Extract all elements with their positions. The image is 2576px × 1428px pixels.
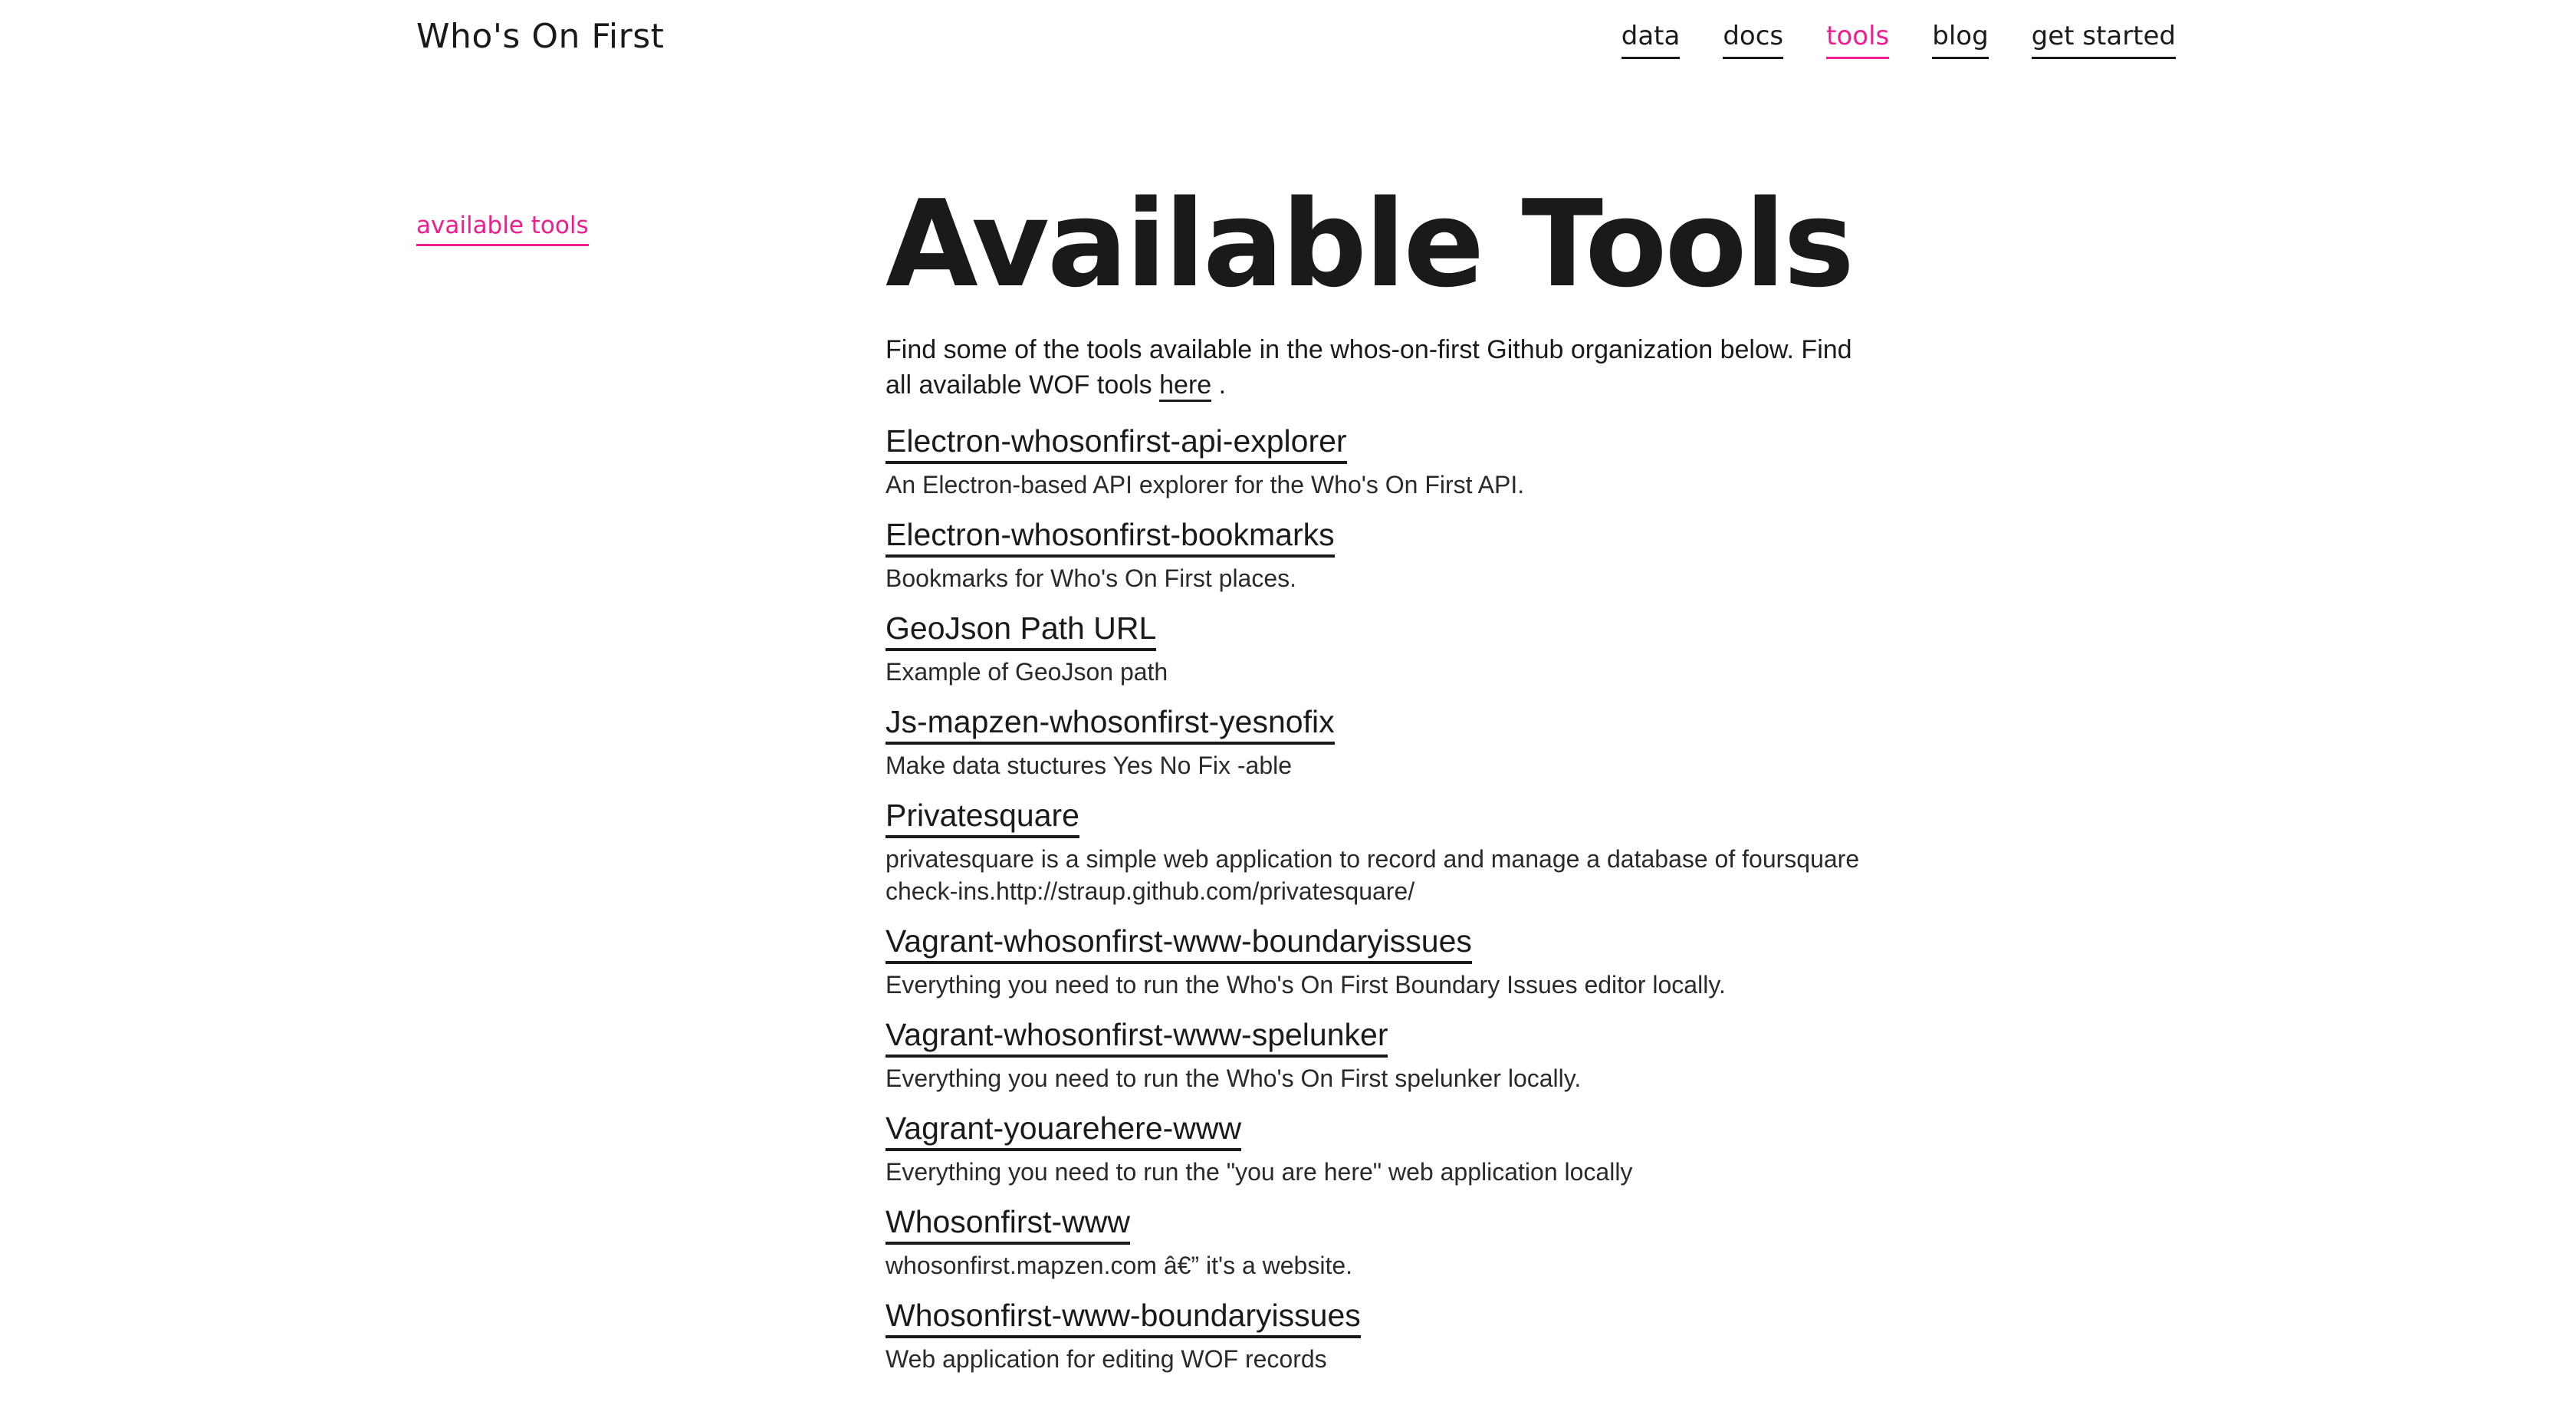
tool-link[interactable]: Vagrant-whosonfirst-www-spelunker [886, 1015, 1388, 1058]
tool-item [886, 515, 1867, 594]
tool-description: An Electron-based API explorer for the Who's On First API. [886, 471, 1525, 498]
tool-link[interactable]: Privatesquare [886, 795, 1079, 838]
tool-description: Everything you need to run the "you are here" web application locally [886, 1158, 1633, 1186]
tool-link[interactable]: Electron-whosonfirst-bookmarks [886, 515, 1335, 558]
tool-item [886, 1202, 1867, 1282]
intro-here-link[interactable]: here [1159, 370, 1211, 402]
nav-link-data[interactable]: data [1622, 17, 1681, 59]
nav-link-blog[interactable]: blog [1932, 17, 1988, 59]
tool-link[interactable]: Vagrant-whosonfirst-www-boundaryissues [886, 921, 1472, 964]
tool-description: Example of GeoJson path [886, 658, 1168, 686]
tool-link[interactable]: Vagrant-youarehere-www [886, 1108, 1241, 1151]
intro-end: . [1211, 370, 1227, 400]
tool-description: Bookmarks for Who's On First places. [886, 564, 1297, 592]
tool-list [886, 421, 1867, 1375]
tool-link[interactable]: Electron-whosonfirst-api-explorer [886, 421, 1347, 464]
tool-item [886, 421, 1867, 501]
tool-item [886, 1015, 1867, 1094]
main-content [886, 173, 1867, 1389]
tool-item [886, 1295, 1867, 1375]
page-title: Available Tools [886, 174, 1852, 314]
tool-description: Everything you need to run the Who's On First Boundary Issues editor locally. [886, 971, 1726, 999]
intro-text: Find some of the tools available in the whos-on-first Github organization below. Find all available WOF tools [886, 335, 1852, 400]
tool-description: Everything you need to run the Who's On First spelunker locally. [886, 1064, 1582, 1092]
intro-paragraph [886, 332, 1867, 403]
site-title[interactable]: Who's On First [416, 17, 665, 56]
tool-item [886, 702, 1867, 781]
sidebar-link-available-tools[interactable]: available tools [416, 209, 589, 246]
tool-description: Make data stuctures Yes No Fix -able [886, 752, 1293, 779]
nav-link-tools[interactable]: tools [1826, 17, 1889, 59]
top-nav [1622, 17, 2176, 59]
tool-item [886, 921, 1867, 1001]
tool-description: privatesquare is a simple web application to record and manage a database of foursquare check-ins.http://straup.github.com/privatesquare/ [886, 845, 1860, 905]
tool-link[interactable]: Whosonfirst-www [886, 1202, 1130, 1245]
tool-link[interactable]: GeoJson Path URL [886, 608, 1156, 651]
tool-link[interactable]: Js-mapzen-whosonfirst-yesnofix [886, 702, 1335, 745]
tool-item [886, 795, 1867, 907]
tool-item [886, 1108, 1867, 1188]
tool-description: Web application for editing WOF records [886, 1345, 1327, 1373]
tool-link[interactable]: Whosonfirst-www-boundaryissues [886, 1295, 1361, 1338]
nav-link-docs[interactable]: docs [1723, 17, 1783, 59]
nav-link-get-started[interactable]: get started [2032, 17, 2176, 59]
tool-item [886, 608, 1867, 688]
tool-description: whosonfirst.mapzen.com â€” it's a website. [886, 1252, 1353, 1279]
